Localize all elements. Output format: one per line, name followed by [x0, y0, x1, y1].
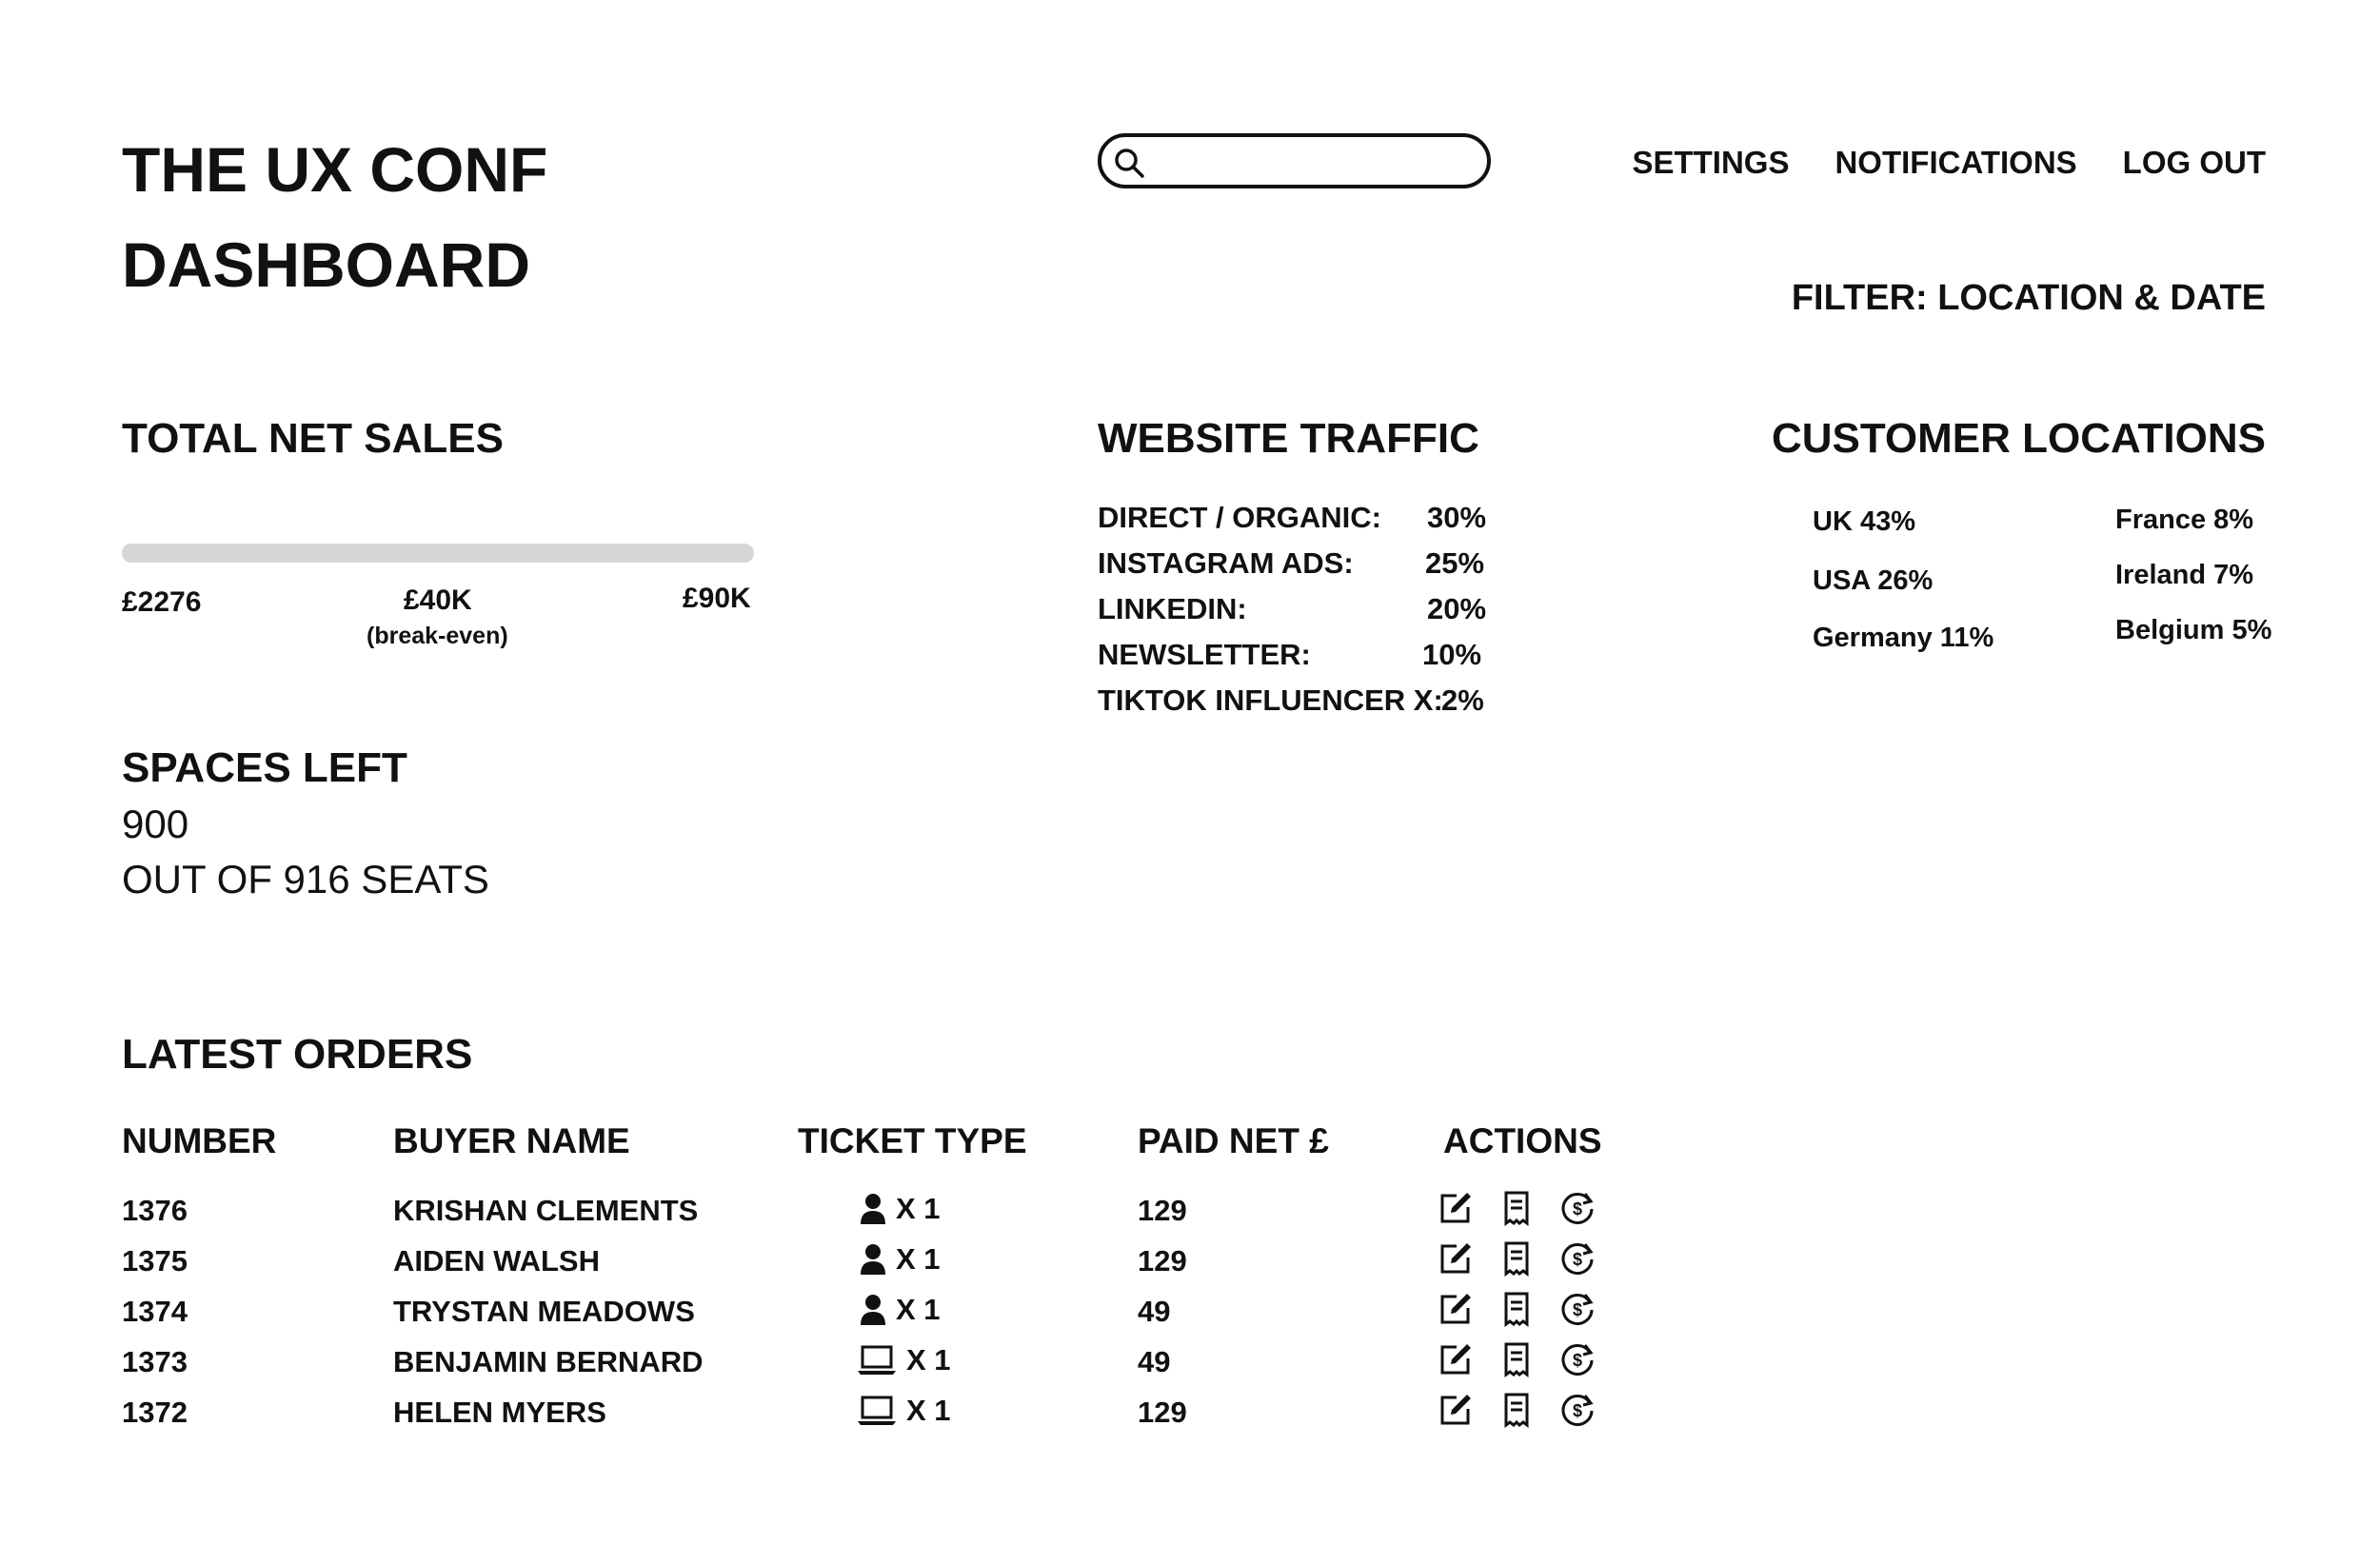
traffic-label: NEWSLETTER:	[1098, 638, 1311, 671]
location-item: Ireland 7%	[2115, 560, 2254, 590]
filter-button[interactable]: FILTER: LOCATION & DATE	[1791, 278, 2266, 318]
location-item: UK 43%	[1813, 506, 1915, 537]
ticket-quantity: X 1	[896, 1192, 941, 1225]
search-input[interactable]	[1153, 141, 1477, 181]
sales-current: £2276	[122, 586, 202, 618]
refund-icon	[1559, 1392, 1596, 1428]
refund-icon	[1559, 1341, 1596, 1377]
traffic-title: WEBSITE TRAFFIC	[1098, 415, 1479, 462]
paid-net: 129	[1138, 1194, 1187, 1227]
ticket-type	[857, 1394, 951, 1428]
order-number: 1376	[122, 1194, 188, 1227]
laptop-icon	[857, 1344, 897, 1377]
edit-order-button[interactable]	[1438, 1240, 1474, 1277]
person-icon	[860, 1294, 886, 1326]
sales-title: TOTAL NET SALES	[122, 415, 504, 462]
edit-icon	[1438, 1341, 1474, 1377]
search-box[interactable]	[1098, 133, 1491, 188]
receipt-button[interactable]	[1498, 1240, 1535, 1277]
sales-breakeven: £40K	[404, 584, 472, 616]
receipt-button[interactable]	[1498, 1392, 1535, 1428]
row-actions	[1438, 1190, 1596, 1226]
app-title	[122, 122, 547, 312]
laptop-icon	[857, 1395, 897, 1427]
settings-link[interactable]: SETTINGS	[1632, 145, 1790, 180]
order-number: 1373	[122, 1345, 188, 1378]
app-title-line2: DASHBOARD	[122, 229, 530, 300]
receipt-icon	[1498, 1240, 1535, 1277]
person-icon	[860, 1193, 886, 1225]
receipt-button[interactable]	[1498, 1341, 1535, 1377]
paid-net: 129	[1138, 1244, 1187, 1278]
sales-breakeven-note: (break-even)	[367, 623, 508, 649]
sales-progress-bar	[122, 544, 754, 563]
edit-order-button[interactable]	[1438, 1291, 1474, 1327]
refund-button[interactable]	[1559, 1392, 1596, 1428]
traffic-label: DIRECT / ORGANIC:	[1098, 501, 1381, 534]
ticket-type	[857, 1343, 951, 1377]
order-number: 1372	[122, 1396, 188, 1429]
sales-target: £90K	[683, 583, 751, 614]
traffic-value: 20%	[1427, 592, 1487, 625]
svg-text:$: $	[1572, 1401, 1583, 1420]
ticket-type	[860, 1242, 941, 1277]
spaces-title: SPACES LEFT	[122, 744, 407, 791]
buyer-name: AIDEN WALSH	[393, 1244, 600, 1278]
refund-button[interactable]	[1559, 1240, 1596, 1277]
receipt-icon	[1498, 1341, 1535, 1377]
edit-icon	[1438, 1190, 1474, 1226]
refund-icon	[1559, 1190, 1596, 1226]
row-actions	[1438, 1341, 1596, 1377]
location-item: Germany 11%	[1813, 623, 1994, 653]
edit-icon	[1438, 1392, 1474, 1428]
ticket-quantity: X 1	[896, 1242, 941, 1276]
spaces-left-value: 900	[122, 802, 189, 846]
traffic-value: 2%	[1441, 683, 1484, 717]
column-header-paid: PAID NET £	[1138, 1121, 1329, 1160]
refund-button[interactable]	[1559, 1291, 1596, 1327]
order-number: 1375	[122, 1244, 188, 1278]
locations-title: CUSTOMER LOCATIONS	[1771, 415, 2266, 462]
paid-net: 49	[1138, 1345, 1171, 1378]
svg-text:$: $	[1572, 1199, 1583, 1218]
buyer-name: TRYSTAN MEADOWS	[393, 1295, 695, 1328]
edit-icon	[1438, 1291, 1474, 1327]
ticket-quantity: X 1	[896, 1293, 941, 1326]
receipt-button[interactable]	[1498, 1190, 1535, 1226]
sales-progress-fill	[122, 544, 138, 563]
buyer-name: BENJAMIN BERNARD	[393, 1345, 704, 1378]
ticket-type	[860, 1293, 941, 1327]
order-number: 1374	[122, 1295, 188, 1328]
edit-order-button[interactable]	[1438, 1341, 1474, 1377]
paid-net: 129	[1138, 1396, 1187, 1429]
traffic-value: 30%	[1427, 501, 1487, 534]
top-nav	[1632, 145, 2266, 181]
refund-icon	[1559, 1291, 1596, 1327]
column-header-number: NUMBER	[122, 1121, 277, 1160]
buyer-name: HELEN MYERS	[393, 1396, 606, 1429]
traffic-value: 25%	[1425, 546, 1485, 580]
refund-button[interactable]	[1559, 1341, 1596, 1377]
ticket-quantity: X 1	[906, 1343, 951, 1377]
svg-text:$: $	[1572, 1351, 1583, 1370]
row-actions	[1438, 1291, 1596, 1327]
edit-order-button[interactable]	[1438, 1190, 1474, 1226]
traffic-label: TIKTOK INFLUENCER X:	[1098, 683, 1443, 717]
column-header-buyer: BUYER NAME	[393, 1121, 630, 1160]
orders-title: LATEST ORDERS	[122, 1031, 473, 1078]
row-actions	[1438, 1392, 1596, 1428]
person-icon	[860, 1243, 886, 1276]
location-item: France 8%	[2115, 505, 2254, 535]
refund-icon	[1559, 1240, 1596, 1277]
edit-icon	[1438, 1240, 1474, 1277]
search-icon	[1113, 147, 1145, 179]
refund-button[interactable]	[1559, 1190, 1596, 1226]
svg-text:$: $	[1572, 1300, 1583, 1319]
traffic-label: INSTAGRAM ADS:	[1098, 546, 1354, 580]
row-actions	[1438, 1240, 1596, 1277]
notifications-link[interactable]: NOTIFICATIONS	[1835, 145, 2077, 180]
ticket-type	[860, 1192, 941, 1226]
logout-link[interactable]: LOG OUT	[2122, 145, 2266, 180]
receipt-button[interactable]	[1498, 1291, 1535, 1327]
receipt-icon	[1498, 1190, 1535, 1226]
paid-net: 49	[1138, 1295, 1171, 1328]
traffic-label: LINKEDIN:	[1098, 592, 1247, 625]
column-header-actions: ACTIONS	[1443, 1121, 1602, 1160]
svg-text:$: $	[1572, 1250, 1583, 1269]
location-item: Belgium 5%	[2115, 615, 2272, 645]
traffic-value: 10%	[1422, 638, 1482, 671]
edit-order-button[interactable]	[1438, 1392, 1474, 1428]
receipt-icon	[1498, 1291, 1535, 1327]
receipt-icon	[1498, 1392, 1535, 1428]
buyer-name: KRISHAN CLEMENTS	[393, 1194, 699, 1227]
location-item: USA 26%	[1813, 565, 1934, 596]
spaces-total-text: OUT OF 916 SEATS	[122, 857, 489, 901]
column-header-ticket-type: TICKET TYPE	[798, 1121, 1027, 1160]
app-title-line1: THE UX CONF	[122, 134, 548, 205]
ticket-quantity: X 1	[906, 1394, 951, 1427]
